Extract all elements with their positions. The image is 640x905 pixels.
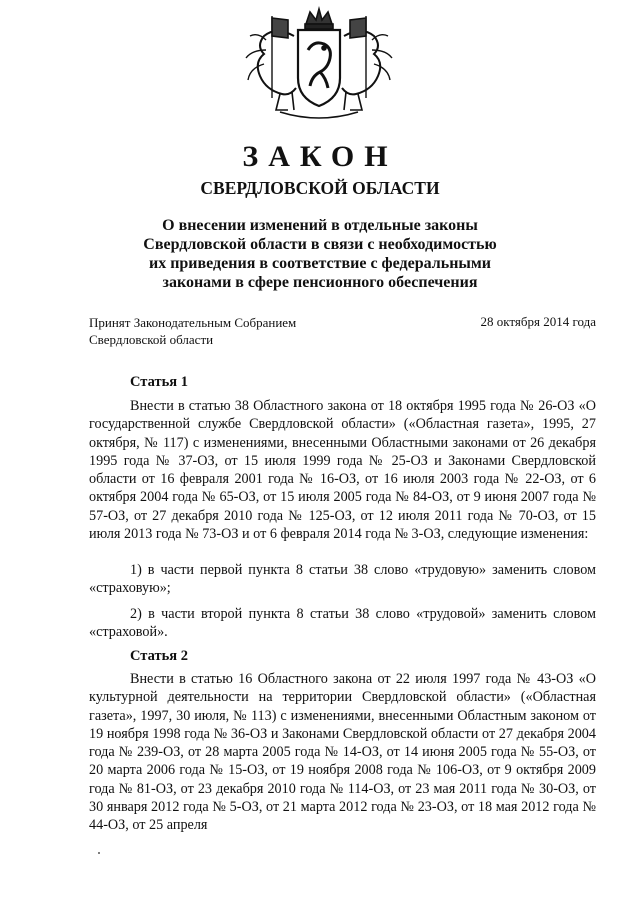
subject-line: законами в сфере пенсионного обеспечения: [162, 274, 478, 291]
adoption-date: 28 октября 2014 года: [480, 314, 596, 329]
article-1-item-2: 2) в части второй пункта 8 статьи 38 слово «трудовой» заменить словом «страховой».: [89, 606, 596, 641]
adopted-by: [89, 314, 296, 348]
subject-line: их приведения в соответствие с федеральными: [148, 255, 492, 272]
subject-line: Свердловской области в связи с необходимостью: [143, 236, 497, 253]
article-2-heading: Статья 2: [130, 648, 188, 664]
coat-of-arms-emblem: [236, 6, 402, 124]
law-subject-title: [110, 216, 530, 292]
article-1-paragraph-intro: Внести в статью 38 Областного закона от 18 октября 1995 года № 26-ОЗ «О государственной службе Свердловской области» («Областная газета», 1995, 27 октября, № 117) с изменениями, внесенными Областными законами от 26 декабря 1995 года № 37-ОЗ, от 15 июля 1999 года № 25-ОЗ и Законами Свердловской области от 16 февраля 2001 года № 16-ОЗ, от 16 июля 2003 года № 22-ОЗ, от 6 октября 2004 года № 65-ОЗ, от 15 июля 2005 года № 84-ОЗ, от 9 июня 2007 года № 57-ОЗ, от 27 декабря 2010 года № 125-ОЗ, от 12 июля 2011 года № 70-ОЗ, от 15 июля 2013 года № 73-ОЗ и от 6 февраля 2014 года № 3-ОЗ, следующие изменения:: [89, 398, 596, 543]
adopted-by-line: Свердловской области: [89, 332, 214, 347]
law-title: ЗАКОН: [242, 140, 398, 173]
subject-line: О внесении изменений в отдельные законы: [162, 217, 478, 234]
region-title: СВЕРДЛОВСКОЙ ОБЛАСТИ: [200, 178, 440, 198]
article-1-heading: Статья 1: [130, 374, 188, 390]
scan-speck: [98, 852, 100, 854]
adopted-by-line: Принят Законодательным Собранием: [89, 315, 297, 330]
article-1-item-1: 1) в части первой пункта 8 статьи 38 слово «трудовую» заменить словом «страховую»;: [89, 562, 596, 597]
article-2-paragraph-intro: Внести в статью 16 Областного закона от 22 июля 1997 года № 43-ОЗ «О культурной деятельности на территории Свердловской области» («Областная газета», 1997, 30 июля, № 113) с изменениями, внесенными Областным законом от 19 ноября 1998 года № 36-ОЗ и Законами Свердловской области от 27 декабря 2004 года № 239-ОЗ, от 28 марта 2005 года № 14-ОЗ, от 14 июня 2005 года № 55-ОЗ, от 20 марта 2006 года № 15-ОЗ, от 19 ноября 2008 года № 106-ОЗ, от 9 октября 2009 года № 81-ОЗ, от 23 декабря 2010 года № 114-ОЗ, от 23 мая 2011 года № 30-ОЗ, от 30 января 2012 года № 5-ОЗ, от 21 марта 2012 года № 23-ОЗ, от 18 мая 2012 года № 44-ОЗ, от 25 апреля: [89, 671, 596, 834]
